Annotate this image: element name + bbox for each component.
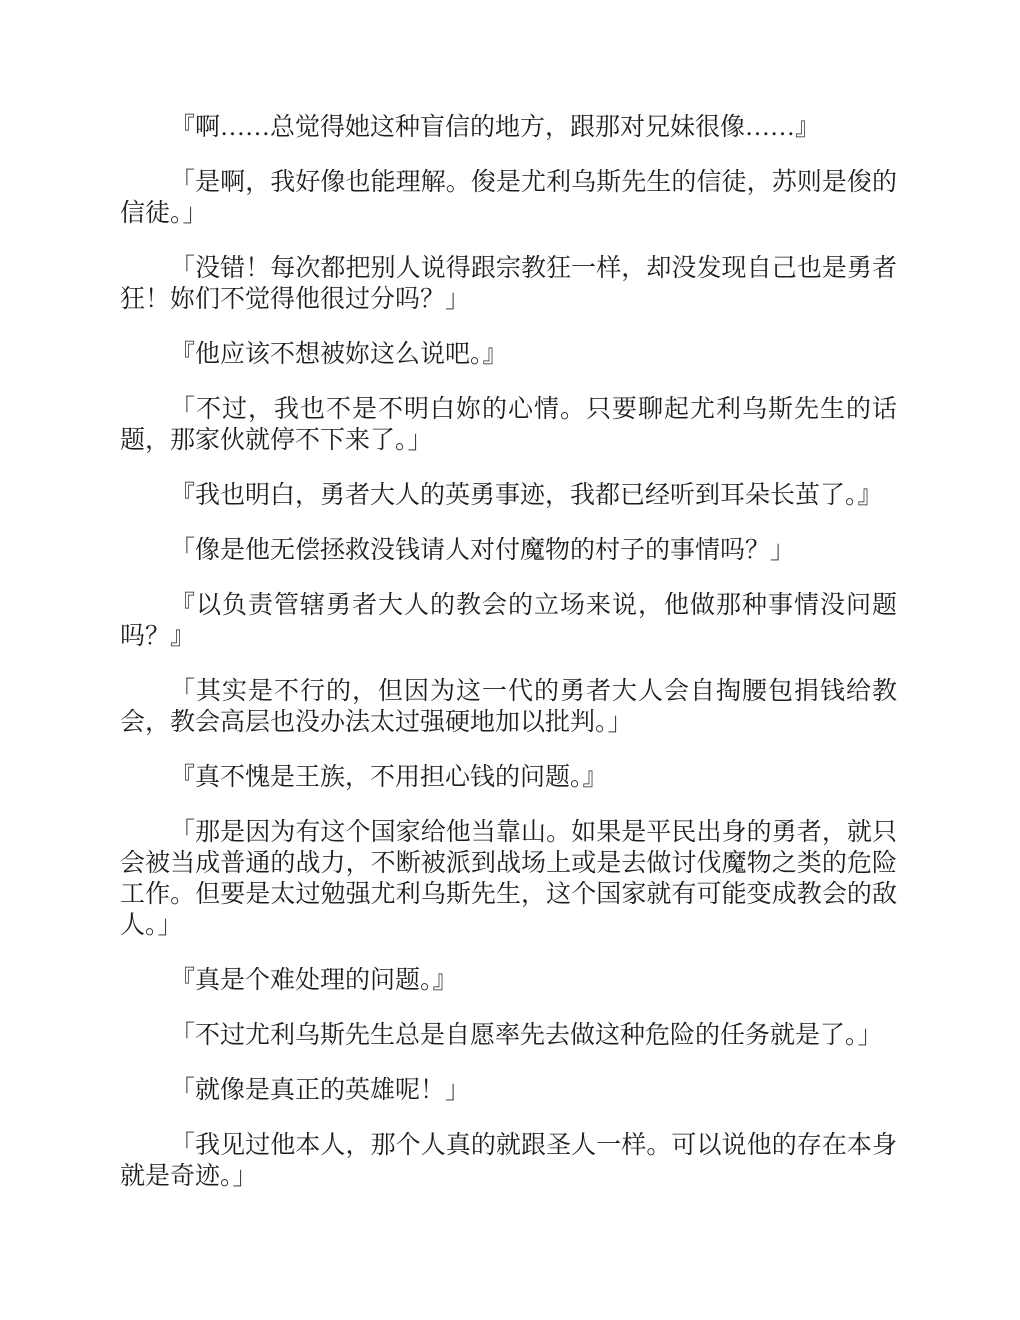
dialogue-paragraph: 「是啊，我好像也能理解。俊是尤利乌斯先生的信徒，苏则是俊的信徒。」 (120, 169, 897, 227)
dialogue-paragraph: 「没错！每次都把别人说得跟宗教狂一样，却没发现自己也是勇者狂！妳们不觉得他很过分吗？」 (120, 255, 897, 313)
dialogue-paragraph: 「其实是不行的，但因为这一代的勇者大人会自掏腰包捐钱给教会，教会高层也没办法太过强硬地加以批判。」 (120, 678, 897, 736)
dialogue-paragraph: 『我也明白，勇者大人的英勇事迹，我都已经听到耳朵长茧了。』 (170, 482, 883, 509)
dialogue-paragraph: 『真不愧是王族，不用担心钱的问题。』 (170, 764, 608, 791)
dialogue-paragraph: 「像是他无偿拯救没钱请人对付魔物的村子的事情吗？」 (170, 537, 796, 564)
dialogue-paragraph: 「就像是真正的英雄呢！」 (170, 1077, 471, 1104)
dialogue-paragraph: 『他应该不想被妳这么说吧。』 (170, 341, 508, 368)
dialogue-paragraph: 『真是个难处理的问题。』 (170, 967, 458, 994)
dialogue-paragraph: 「我见过他本人，那个人真的就跟圣人一样。可以说他的存在本身就是奇迹。」 (120, 1132, 897, 1190)
dialogue-paragraph: 『啊……总觉得她这种盲信的地方，跟那对兄妹很像……』 (170, 114, 821, 141)
dialogue-paragraph: 『以负责管辖勇者大人的教会的立场来说，他做那种事情没问题吗？』 (120, 592, 897, 650)
paragraph-list (120, 112, 897, 1192)
dialogue-paragraph: 「不过，我也不是不明白妳的心情。只要聊起尤利乌斯先生的话题，那家伙就停不下来了。」 (120, 396, 897, 454)
dialogue-paragraph: 「不过尤利乌斯先生总是自愿率先去做这种危险的任务就是了。」 (170, 1022, 883, 1049)
dialogue-paragraph: 「那是因为有这个国家给他当靠山。如果是平民出身的勇者，就只会被当成普通的战力，不断被派到战场上或是去做讨伐魔物之类的危险工作。但要是太过勉强尤利乌斯先生，这个国家就有可能变成教会的敌人。」 (120, 819, 897, 939)
